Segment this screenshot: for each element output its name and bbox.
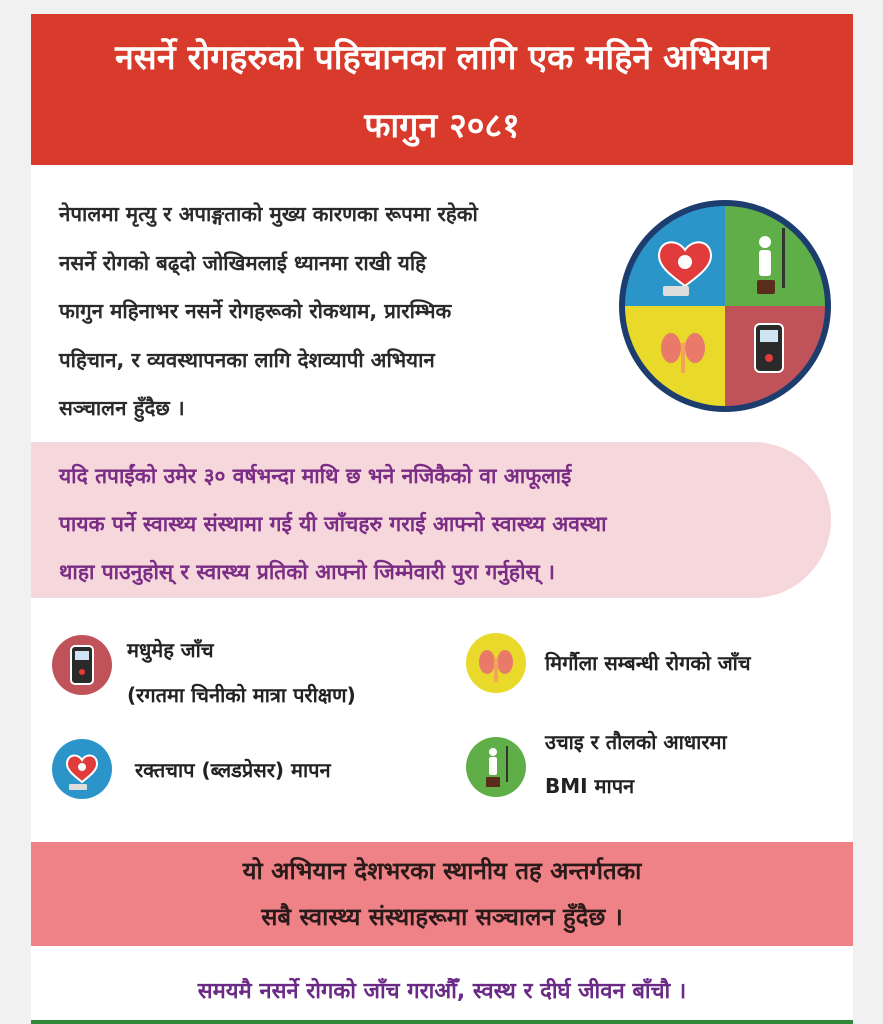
poster (31, 14, 853, 1024)
bmi-test-detail: BMI मापन (545, 774, 635, 798)
campaign-slogan: समयमै नसर्ने रोगको जाँच गराऔँ, स्वस्थ र दीर्घ जीवन बाँचौ । (197, 979, 687, 1004)
bp-test-label: रक्तचाप (ब्लडप्रेसर) मापन (135, 758, 331, 782)
advisory-line: थाहा पाउनुहोस् र स्वास्थ्य प्रतिको आफ्नो जिम्मेवारी पुरा गर्नुहोस् । (59, 560, 555, 584)
intro-line: नसर्ने रोगको बढ्दो जोखिमलाई ध्यानमा राखी यहि (59, 250, 427, 275)
blood-pressure-icon (51, 738, 113, 800)
campaign-date: फागुन २०८१ (364, 106, 520, 146)
intro-line: सञ्चालन हुँदैछ । (59, 396, 185, 420)
diabetes-test-detail: (रगतमा चिनीको मात्रा परीक्षण) (127, 683, 356, 707)
coverage-line: सबै स्वास्थ्य संस्थाहरूमा सञ्चालन हुँदैछ । (261, 903, 623, 931)
kidney-test-label: मिर्गौला सम्बन्धी रोगको जाँच (545, 651, 751, 675)
glucometer-icon (51, 634, 113, 696)
intro-line: पहिचान, र व्यवस्थापनका लागि देशव्यापी अभियान (59, 347, 435, 372)
footer-divider (31, 1020, 853, 1024)
bmi-test-label: उचाइ र तौलको आधारमा (545, 730, 727, 754)
campaign-title: नसर्ने रोगहरुको पहिचानका लागि एक महिने अभियान (114, 38, 770, 78)
height-scale-icon (465, 736, 527, 798)
advisory-line: यदि तपाईंको उमेर ३० वर्षभन्दा माथि छ भने नजिकैको वा आफूलाई (59, 464, 572, 488)
header-banner (31, 14, 853, 165)
intro-line: नेपालमा मृत्यु र अपाङ्गताको मुख्य कारणका रूपमा रहेको (59, 202, 478, 226)
coverage-line: यो अभियान देशभरका स्थानीय तह अन्तर्गतका (242, 857, 642, 885)
diabetes-test-label: मधुमेह जाँच (127, 638, 214, 662)
glucometer-icon (755, 324, 783, 372)
health-checks-wheel-icon (617, 198, 833, 414)
kidney-icon (465, 632, 527, 694)
advisory-line: पायक पर्ने स्वास्थ्य संस्थामा गई यी जाँचहरु गराई आफ्नो स्वास्थ्य अवस्था (59, 512, 607, 536)
intro-paragraph (59, 190, 619, 433)
age-advisory (59, 452, 839, 596)
intro-line: फागुन महिनाभर नसर्ने रोगहरूको रोकथाम, प्रारम्भिक (59, 299, 452, 323)
coverage-banner (31, 842, 853, 946)
